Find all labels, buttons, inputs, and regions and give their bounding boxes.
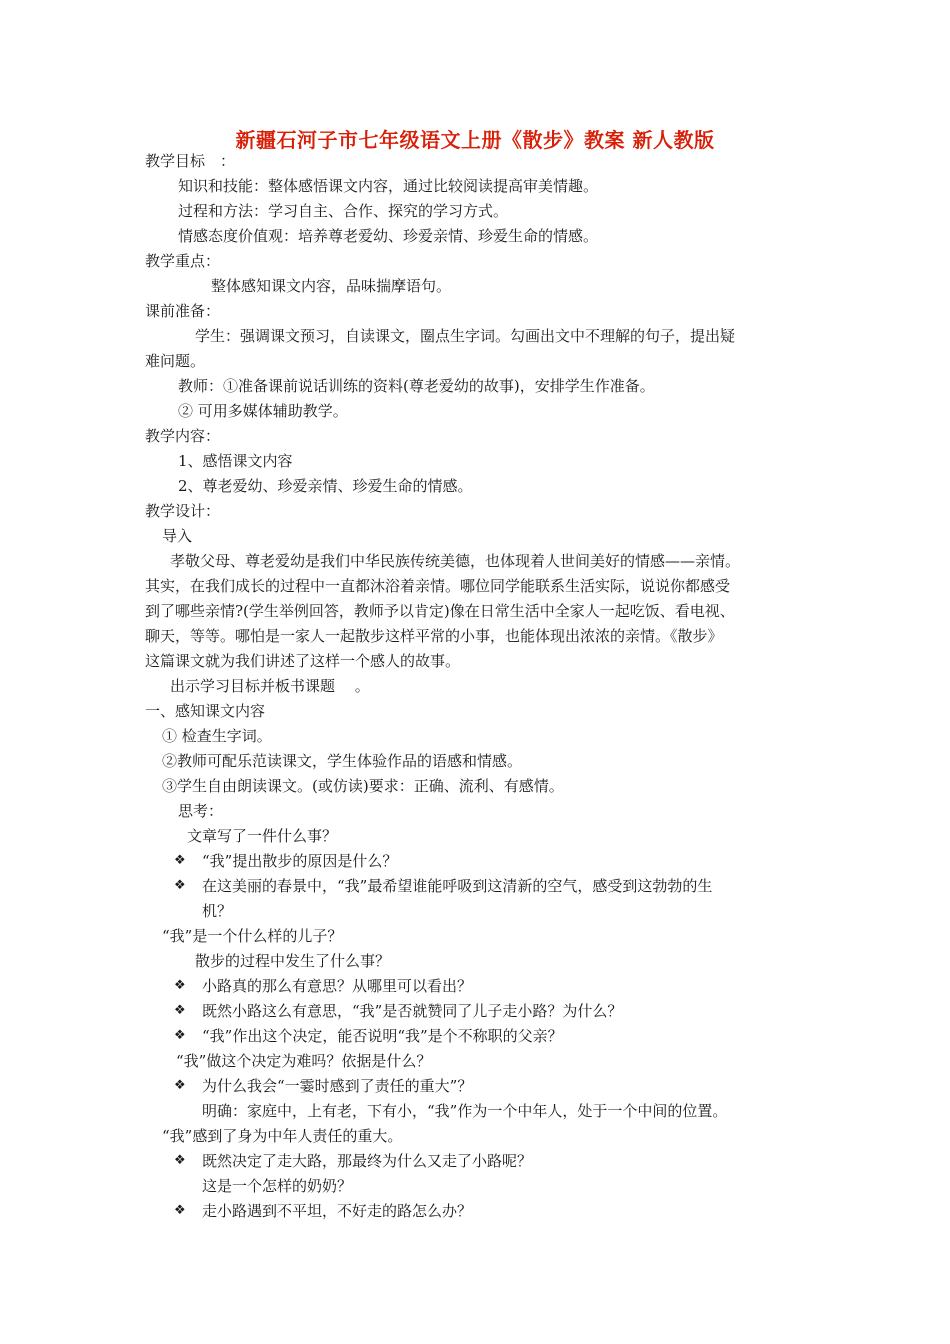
diamond-bullet-icon: ❖ xyxy=(174,1078,186,1093)
question-uneven: 走小路遇到不平坦，不好走的路怎么办？ xyxy=(202,1202,473,1220)
diamond-bullet-icon: ❖ xyxy=(174,878,186,893)
prep-student-line-1: 学生：强调课文预习，自读课文，圈点生字词。勾画出文中不理解的句子，提出疑 xyxy=(195,327,736,345)
intro-line-3: 到了哪些亲情?(学生举例回答，教师予以肯定)像在日常生活中全家人一起吃饭、看电视、 xyxy=(145,602,735,620)
intro-line-5: 这篇课文就为我们讲述了这样一个感人的故事。 xyxy=(145,652,461,670)
document-title: 新疆石河子市七年级语文上册《散步》教案 新人教版 xyxy=(235,128,715,152)
intro-line-2: 其实，在我们成长的过程中一直都沐浴着亲情。哪位同学能联系生活实际，说说你都感受 xyxy=(145,577,731,595)
content-item-2: 2、尊老爱幼、珍爱亲情、珍爱生命的情感。 xyxy=(178,477,473,495)
question-reason: “我”提出散步的原因是什么？ xyxy=(202,852,398,870)
question-what: 文章写了一件什么事？ xyxy=(187,827,338,845)
design-heading: 教学设计： xyxy=(145,502,221,520)
answer-line-1: 明确：家庭中，上有老，下有小，“我”作为一个中年人，处于一个中间的位置。 xyxy=(202,1102,728,1120)
intro-line-4: 聊天，等等。哪怕是一家人一起散步这样平常的小事，也能体现出浓浓的亲情。《散步》 xyxy=(145,627,723,645)
focus-text: 整体感知课文内容，品味揣摩语句。 xyxy=(211,277,452,295)
question-path: 小路真的那么有意思？从哪里可以看出？ xyxy=(202,977,473,995)
goal-board-line: 出示学习目标并板书课题 。 xyxy=(170,677,370,695)
goal-attitude: 情感态度价值观：培养尊老爱幼、珍爱亲情、珍爱生命的情感。 xyxy=(178,227,599,245)
question-spring-line-2: 机？ xyxy=(202,902,233,920)
diamond-bullet-icon: ❖ xyxy=(174,978,186,993)
diamond-bullet-icon: ❖ xyxy=(174,1203,186,1218)
question-big-road: 既然决定了走大路，那最终为什么又走了小路呢？ xyxy=(202,1152,533,1170)
prep-student-line-2: 难问题。 xyxy=(145,352,206,370)
answer-line-2: “我”感到了身为中年人责任的重大。 xyxy=(162,1127,403,1145)
question-father: “我”作出这个决定，能否说明“我”是个不称职的父亲？ xyxy=(202,1027,563,1045)
focus-heading: 教学重点： xyxy=(145,252,221,270)
step-1: ① 检查生字词。 xyxy=(162,727,272,745)
goal-knowledge: 知识和技能：整体感悟课文内容，通过比较阅读提高审美情趣。 xyxy=(178,177,599,195)
question-spring-line-1: 在这美丽的春景中，“我”最希望谁能呼吸到这清新的空气，感受到这勃勃的生 xyxy=(202,877,713,895)
think-label: 思考： xyxy=(178,802,224,820)
prep-teacher-line-2: ② 可用多媒体辅助教学。 xyxy=(178,402,348,420)
diamond-bullet-icon: ❖ xyxy=(174,1153,186,1168)
diamond-bullet-icon: ❖ xyxy=(174,853,186,868)
diamond-bullet-icon: ❖ xyxy=(174,1028,186,1043)
diamond-bullet-icon: ❖ xyxy=(174,1003,186,1018)
prep-teacher-line-1: 教师：①准备课前说话训练的资料(尊老爱幼的故事)，安排学生作准备。 xyxy=(178,377,655,395)
question-son: “我”是一个什么样的儿子？ xyxy=(162,927,343,945)
question-duty: 为什么我会“一霎时感到了责任的重大”？ xyxy=(202,1077,473,1095)
question-happen: 散步的过程中发生了什么事？ xyxy=(195,952,391,970)
goal-process: 过程和方法：学习自主、合作、探究的学习方式。 xyxy=(178,202,509,220)
section1-heading: 一、感知课文内容 xyxy=(145,702,266,720)
goals-heading: 教学目标 ： xyxy=(145,152,236,170)
content-item-1: 1、感悟课文内容 xyxy=(178,452,293,470)
intro-line-1: 孝敬父母、尊老爱幼是我们中华民族传统美德，也体现着人世间美好的情感——亲情。 xyxy=(170,552,741,570)
question-hard: “我”做这个决定为难吗？依据是什么？ xyxy=(176,1052,432,1070)
content-heading: 教学内容： xyxy=(145,427,221,445)
question-grandma: 这是一个怎样的奶奶？ xyxy=(202,1177,353,1195)
step-3: ③学生自由朗读课文。(或仿读)要求：正确、流利、有感情。 xyxy=(162,777,564,795)
step-2: ②教师可配乐范读课文，学生体验作品的语感和情感。 xyxy=(162,752,523,770)
prep-heading: 课前准备： xyxy=(145,302,221,320)
intro-heading: 导入 xyxy=(162,527,193,545)
question-agree: 既然小路这么有意思，“我”是否就赞同了儿子走小路？为什么？ xyxy=(202,1002,623,1020)
